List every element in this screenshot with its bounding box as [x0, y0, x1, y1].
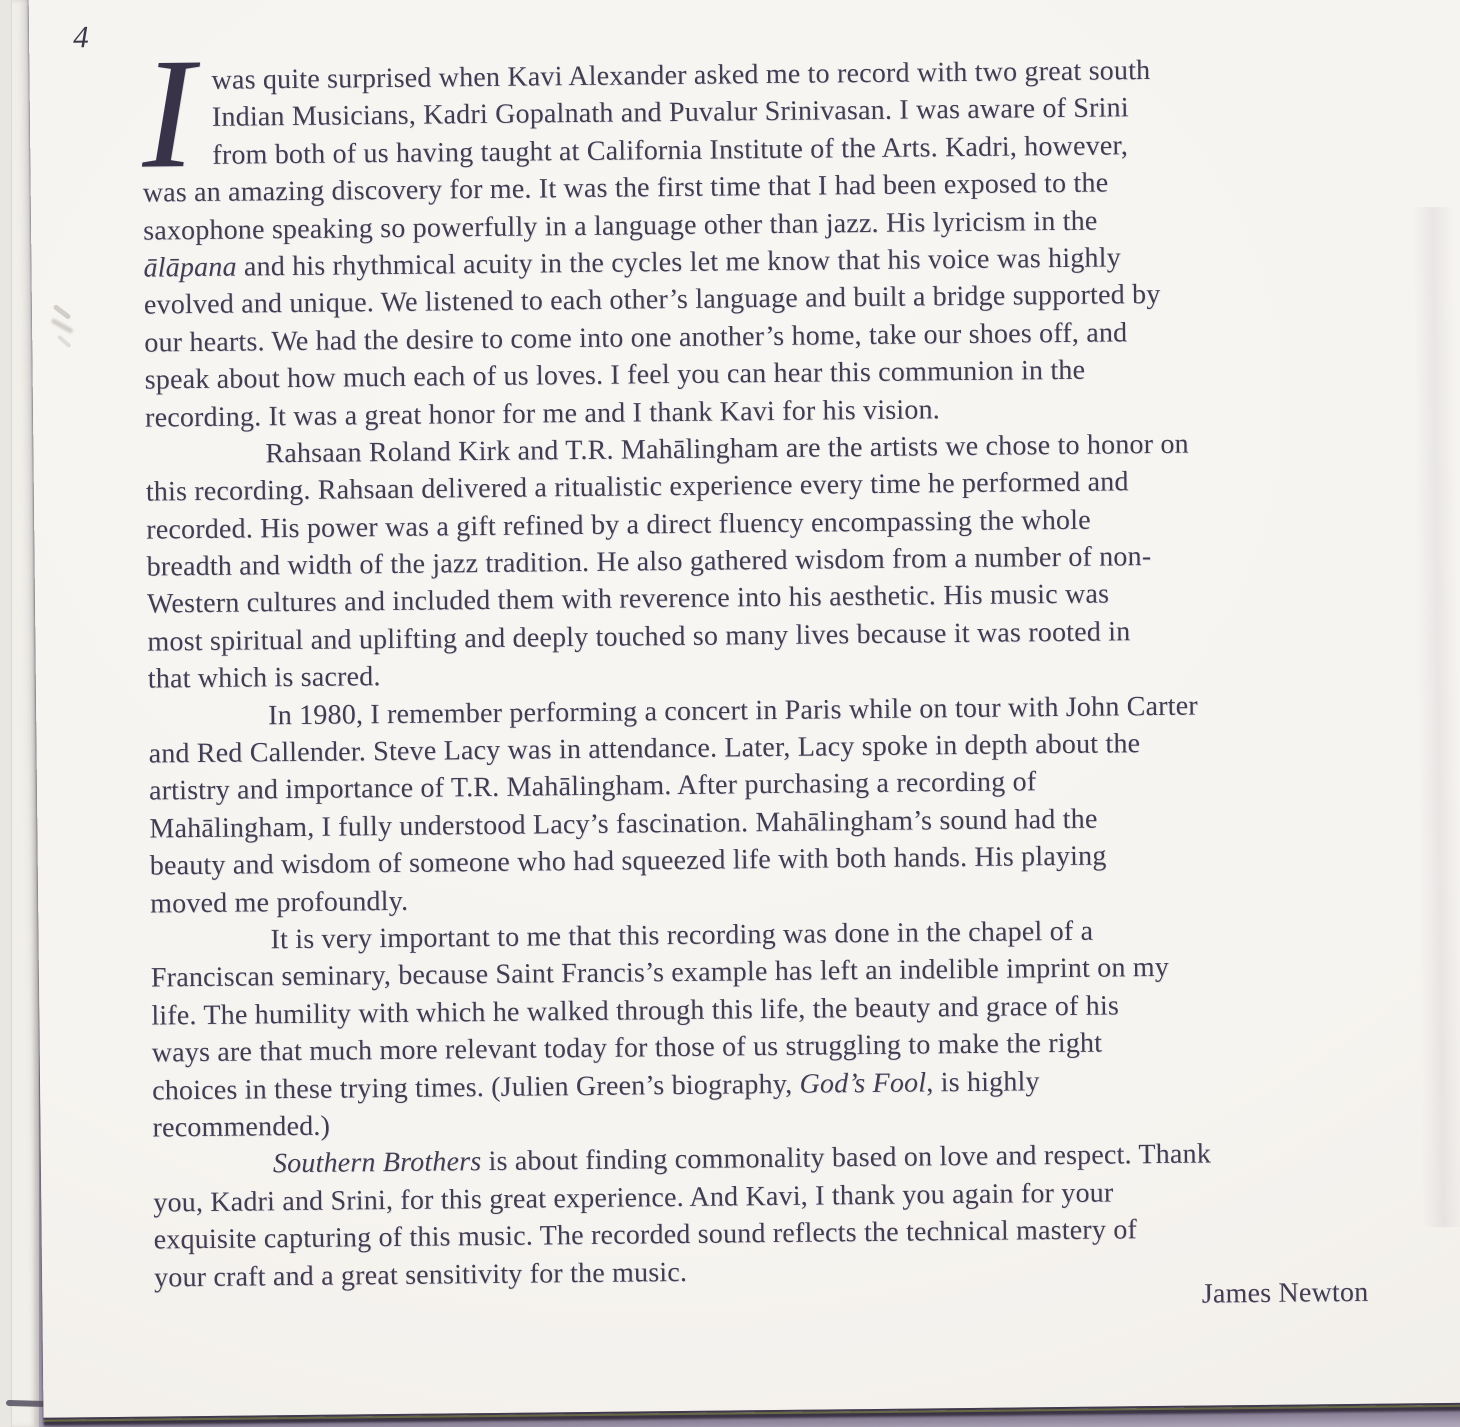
text-line: recorded. His power was a gift refined by a direct fluency encompassing the whole	[146, 504, 1091, 546]
text-line: recording. It was a great honor for me and I thank Kavi for his vision.	[144, 393, 941, 434]
text-line: Mahālingham, I fully understood Lacy’s fascination. Mahālingham’s sound had the	[149, 803, 1098, 845]
text-line: beauty and wisdom of someone who had squeezed life with both hands. His playing	[149, 840, 1107, 882]
liner-notes-text	[140, 26, 1372, 1324]
drop-cap: I	[140, 26, 196, 202]
text-line: was an amazing discovery for me. It was the first time that I had been exposed to the	[142, 167, 1109, 209]
text-line: Southern Brothers is about finding commonality based on love and respect. Thank	[272, 1138, 1212, 1180]
text-line: saxophone speaking so powerfully in a language other than jazz. His lyricism in the	[142, 205, 1098, 247]
text-line: you, Kadri and Srini, for this great experience. And Kavi, I thank you again for your	[153, 1177, 1114, 1219]
paragraph	[145, 424, 1366, 698]
paragraph	[153, 1134, 1372, 1296]
text-line: and Red Callender. Steve Lacy was in attendance. Later, Lacy spoke in depth about the	[148, 728, 1141, 770]
italic-phrase: God’s Fool	[799, 1066, 927, 1100]
signature: James Newton	[1201, 1276, 1369, 1310]
text-line: moved me profoundly.	[150, 885, 409, 920]
text-line: was quite surprised when Kavi Alexander asked me to record with two great south	[211, 55, 1151, 96]
text-line: evolved and unique. We listened to each other’s language and built a bridge supported by	[143, 279, 1161, 321]
text-line: choices in these trying times. (Julien Green’s biography, God’s Fool, is highly	[151, 1065, 1040, 1107]
scanned-page	[29, 0, 1460, 1420]
smudge-artifact	[48, 303, 79, 355]
text-line: It is very important to me that this recording was done in the chapel of a	[270, 915, 1094, 956]
text-line: your craft and a great sensitivity for the music.	[153, 1256, 688, 1294]
text-line: this recording. Rahsaan delivered a ritualistic experience every time he performed and	[145, 466, 1129, 508]
scan-streak-artifact	[1412, 207, 1460, 1227]
text-line: our hearts. We had the desire to come into one another’s home, take our shoes off, and	[144, 317, 1128, 359]
paragraph	[140, 26, 1363, 437]
text-line: that which is sacred.	[147, 661, 381, 695]
text-line: exquisite capturing of this music. The recorded sound reflects the technical mastery of	[153, 1214, 1138, 1256]
text-line: Indian Musicians, Kadri Gopalnath and Puvalur Srinivasan. I was aware of Srini	[211, 92, 1129, 134]
paragraph	[148, 685, 1368, 922]
italic-phrase: ālāpana	[143, 251, 237, 284]
text-line: life. The humility with which he walked through this life, the beauty and grace of his	[151, 990, 1120, 1032]
text-line: artistry and importance of T.R. Mahālingham. After purchasing a recording of	[148, 766, 1037, 807]
text-line: recommended.)	[152, 1110, 331, 1144]
text-line: from both of us having taught at California Institute of the Arts. Kadri, however,	[212, 130, 1129, 171]
italic-phrase: Southern Brothers	[272, 1146, 482, 1180]
text-line: most spiritual and uplifting and deeply touched so many lives because it was rooted in	[147, 616, 1131, 658]
text-line: In 1980, I remember performing a concert in Paris while on tour with John Carter	[268, 690, 1198, 731]
text-line: breadth and width of the jazz tradition. He also gathered wisdom from a number of non-	[146, 541, 1152, 583]
page-number: 4	[72, 19, 89, 55]
text-line: Rahsaan Roland Kirk and T.R. Mahālingham are the artists we chose to honor on	[265, 428, 1189, 470]
text-line: ālāpana and his rhythmical acuity in the cycles let me know that his voice was highly	[143, 242, 1121, 284]
text-line: speak about how much each of us loves. I feel you can hear this communion in the	[144, 354, 1086, 396]
text-line: Western cultures and included them with reverence into his aesthetic. His music was	[146, 578, 1110, 621]
paragraph	[150, 910, 1370, 1147]
text-line: ways are that much more relevant today for those of us struggling to make the right	[151, 1027, 1103, 1069]
text-line: Franciscan seminary, because Saint Francis’s example has left an indelible imprint on my	[150, 952, 1170, 994]
